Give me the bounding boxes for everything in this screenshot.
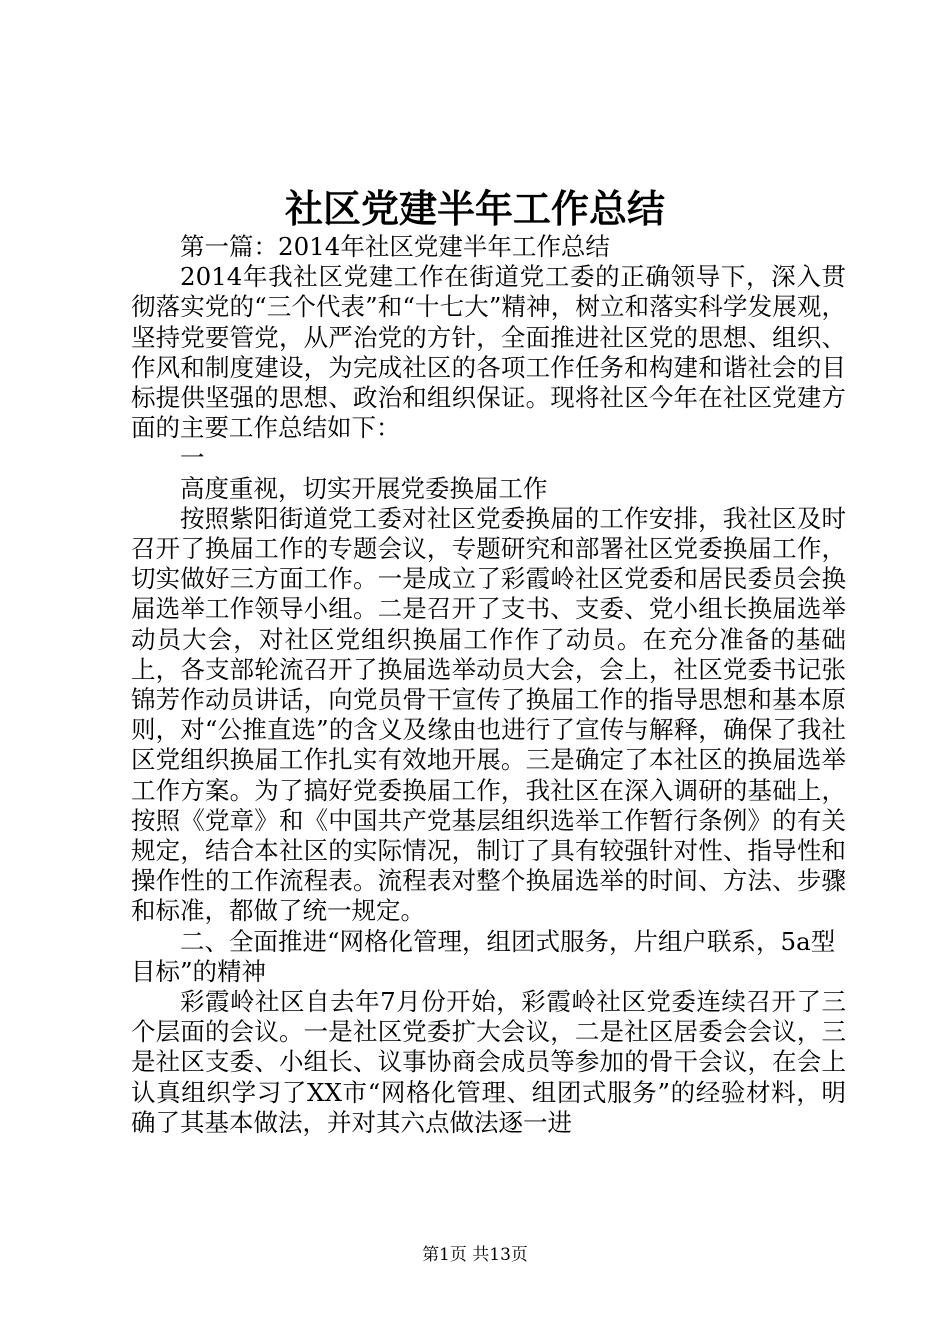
heading-number-one: 一 xyxy=(180,443,205,473)
paragraph-intro: 2014年我社区党建工作在街道党工委的正确领导下，深入贯彻落实党的“三个代表”和“十七大”精神，树立和落实科学发展观，坚持党要管党，从严治党的方针，全面推进社区党的思想、组织、作风和制度建设，为完成社区的各项工作任务和构建和谐社会的目标提供坚强的思想、政治和组织保证。现将社区今年在社区党建方面的主要工作总结如下： xyxy=(131,262,846,443)
page-footer: 第1页 共13页 xyxy=(422,1245,528,1265)
section-subtitle: 第一篇：2014年社区党建半年工作总结 xyxy=(180,232,610,261)
document-body xyxy=(131,232,846,1138)
heading-section-two: 二、全面推进“网格化管理，组团式服务，片组户联系，5a型目标”的精神 xyxy=(131,926,836,986)
paragraph-section-one: 按照紫阳街道党工委对社区党委换届的工作安排，我社区及时召开了换届工作的专题会议，专题研究和部署社区党委换届工作，切实做好三方面工作。一是成立了彩霞岭社区党委和居民委员会换届选举工作领导小组。二是召开了支书、支委、党小组长换届选举动员大会，对社区党组织换届工作作了动员。在充分准备的基础上，各支部轮流召开了换届选举动员大会，会上，社区党委书记张锦芳作动员讲话，向党员骨干宣传了换届工作的指导思想和基本原则，对“公推直选”的含义及缘由也进行了宣传与解释，确保了我社区党组织换届工作扎实有效地开展。三是确定了本社区的换届选举工作方案。为了搞好党委换届工作，我社区在深入调研的基础上，按照《党章》和《中国共产党基层组织选举工作暂行条例》的有关规定，结合本社区的实际情况，制订了具有较强针对性、指导性和操作性的工作流程表。流程表对整个换届选举的时间、方法、步骤和标准，都做了统一规定。 xyxy=(131,503,846,926)
document-title: 社区党建半年工作总结 xyxy=(284,186,665,231)
heading-section-one: 高度重视，切实开展党委换届工作 xyxy=(180,473,548,503)
paragraph-section-two: 彩霞岭社区自去年7月份开始，彩霞岭社区党委连续召开了三个层面的会议。一是社区党委扩大会议，二是社区居委会会议，三是社区支委、小组长、议事协商会成员等参加的骨干会议，在会上认真组织学习了XX市“网格化管理、组团式服务”的经验材料，明确了其基本做法，并对其六点做法逐一进 xyxy=(131,987,846,1137)
